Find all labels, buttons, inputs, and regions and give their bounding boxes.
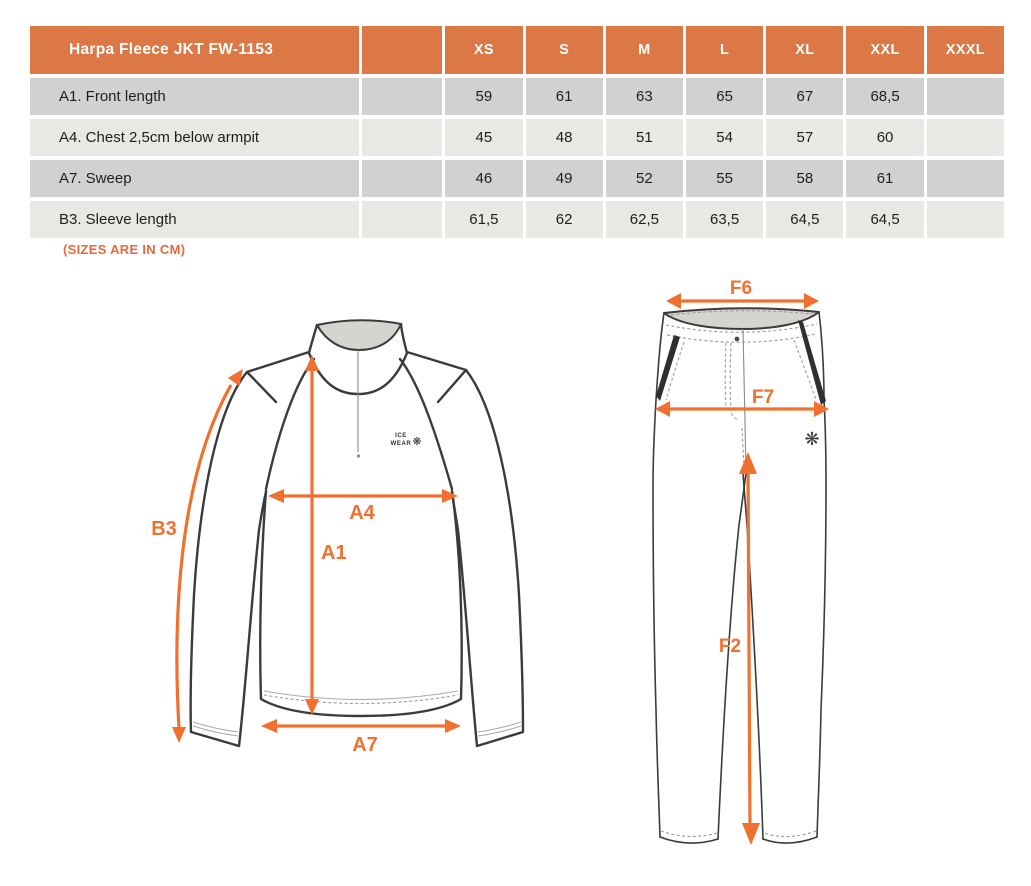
size-value-cell: 63,5 [686,201,763,238]
header-row [30,26,1004,74]
size-value-cell [927,201,1004,238]
waistband-stitch-2 [667,334,816,342]
label-a7: A7 [352,734,378,756]
pants-right-hem-stitch [764,831,816,837]
size-value-cell: 65 [686,78,763,115]
size-value-cell: 64,5 [846,201,923,238]
size-column-header-xxxl: XXXL [927,26,1004,74]
row-label: A1. Front length [30,78,359,115]
waist-button [735,337,740,342]
right-raglan-seam [400,359,452,489]
size-column-header-xxl: XXL [846,26,923,74]
size-value-cell: 60 [846,119,923,156]
size-value-cell: 49 [526,160,603,197]
hem-stitch [264,691,458,700]
size-value-cell [927,160,1004,197]
zipper-pull [357,454,360,457]
size-value-cell: 54 [686,119,763,156]
size-value-cell: 55 [686,160,763,197]
size-column-header-s: S [526,26,603,74]
label-a1: A1 [321,542,347,564]
pants-measurements [655,280,829,845]
size-value-cell: 57 [766,119,843,156]
row-label: A4. Chest 2,5cm below armpit [30,119,359,156]
waist-opening [664,308,819,329]
size-value-cell: 48 [526,119,603,156]
arrow-a1-front-length [305,355,347,715]
label-a4: A4 [349,502,375,524]
jacket-body [260,491,461,716]
size-value-cell: 63 [606,78,683,115]
size-value-cell: 62 [526,201,603,238]
label-f6: F6 [729,280,753,299]
jacket-left-sleeve [191,372,266,746]
size-value-cell: 68,5 [846,78,923,115]
size-column-header-m: M [606,26,683,74]
spacer-cell [362,119,442,156]
units-note: (SIZES ARE IN CM) [63,242,186,257]
pants-left-hem [660,837,718,843]
arrow-a4-chest [268,489,458,524]
table-row-sleeve-length [30,201,1004,238]
size-value-cell: 46 [445,160,522,197]
jacket-right-sleeve [452,370,523,746]
jacket-sketch [191,320,523,746]
arrow-a7-sweep [261,719,461,756]
right-shoulder-seam [407,352,466,402]
size-value-cell: 45 [445,119,522,156]
pants-snowflake-icon: ❋ [804,429,820,449]
size-value-cell: 61 [846,160,923,197]
row-label: A7. Sweep [30,160,359,197]
left-shoulder-seam [247,352,309,402]
pants-left-hem-stitch [661,831,717,837]
label-f7: F7 [751,387,775,408]
size-value-cell: 67 [766,78,843,115]
size-value-cell: 64,5 [766,201,843,238]
crotch-stitch [742,428,744,468]
jacket-diagram [130,295,570,775]
size-column-header-xl: XL [766,26,843,74]
brand-logo-line1: ICE [395,433,407,439]
size-table [27,22,1007,242]
jacket-snowflake-icon: ❋ [412,436,422,448]
brand-logo-line2: WEAR [390,441,412,447]
fly-stitch-1 [725,343,726,410]
table-row-chest [30,119,1004,156]
size-value-cell: 52 [606,160,683,197]
center-front-line [743,329,746,470]
spacer-cell [362,201,442,238]
collar-opening [317,320,401,350]
arrow-f6-waist [666,280,819,309]
table-row-sweep [30,160,1004,197]
table-row-front-length [30,78,1004,115]
size-value-cell: 61 [526,78,603,115]
left-raglan-seam [266,359,314,489]
arrow-f7-hip [655,387,829,417]
size-value-cell: 61,5 [445,201,522,238]
pants-sketch [653,308,826,843]
product-title: Harpa Fleece JKT FW-1153 [30,26,359,74]
spacer-cell [362,78,442,115]
size-value-cell [927,119,1004,156]
header-spacer-cell [362,26,442,74]
label-b3: B3 [151,518,177,540]
size-value-cell: 59 [445,78,522,115]
size-value-cell: 58 [766,160,843,197]
size-column-header-xs: XS [445,26,522,74]
size-value-cell [927,78,1004,115]
size-column-header-l: L [686,26,763,74]
spacer-cell [362,160,442,197]
pants-diagram [630,280,890,880]
size-value-cell: 62,5 [606,201,683,238]
size-table-container [27,22,1007,242]
pants-right-hem [763,837,817,843]
row-label: B3. Sleeve length [30,201,359,238]
size-value-cell: 51 [606,119,683,156]
pants-right-inner-seam [743,474,763,839]
label-f2: F2 [718,636,742,657]
